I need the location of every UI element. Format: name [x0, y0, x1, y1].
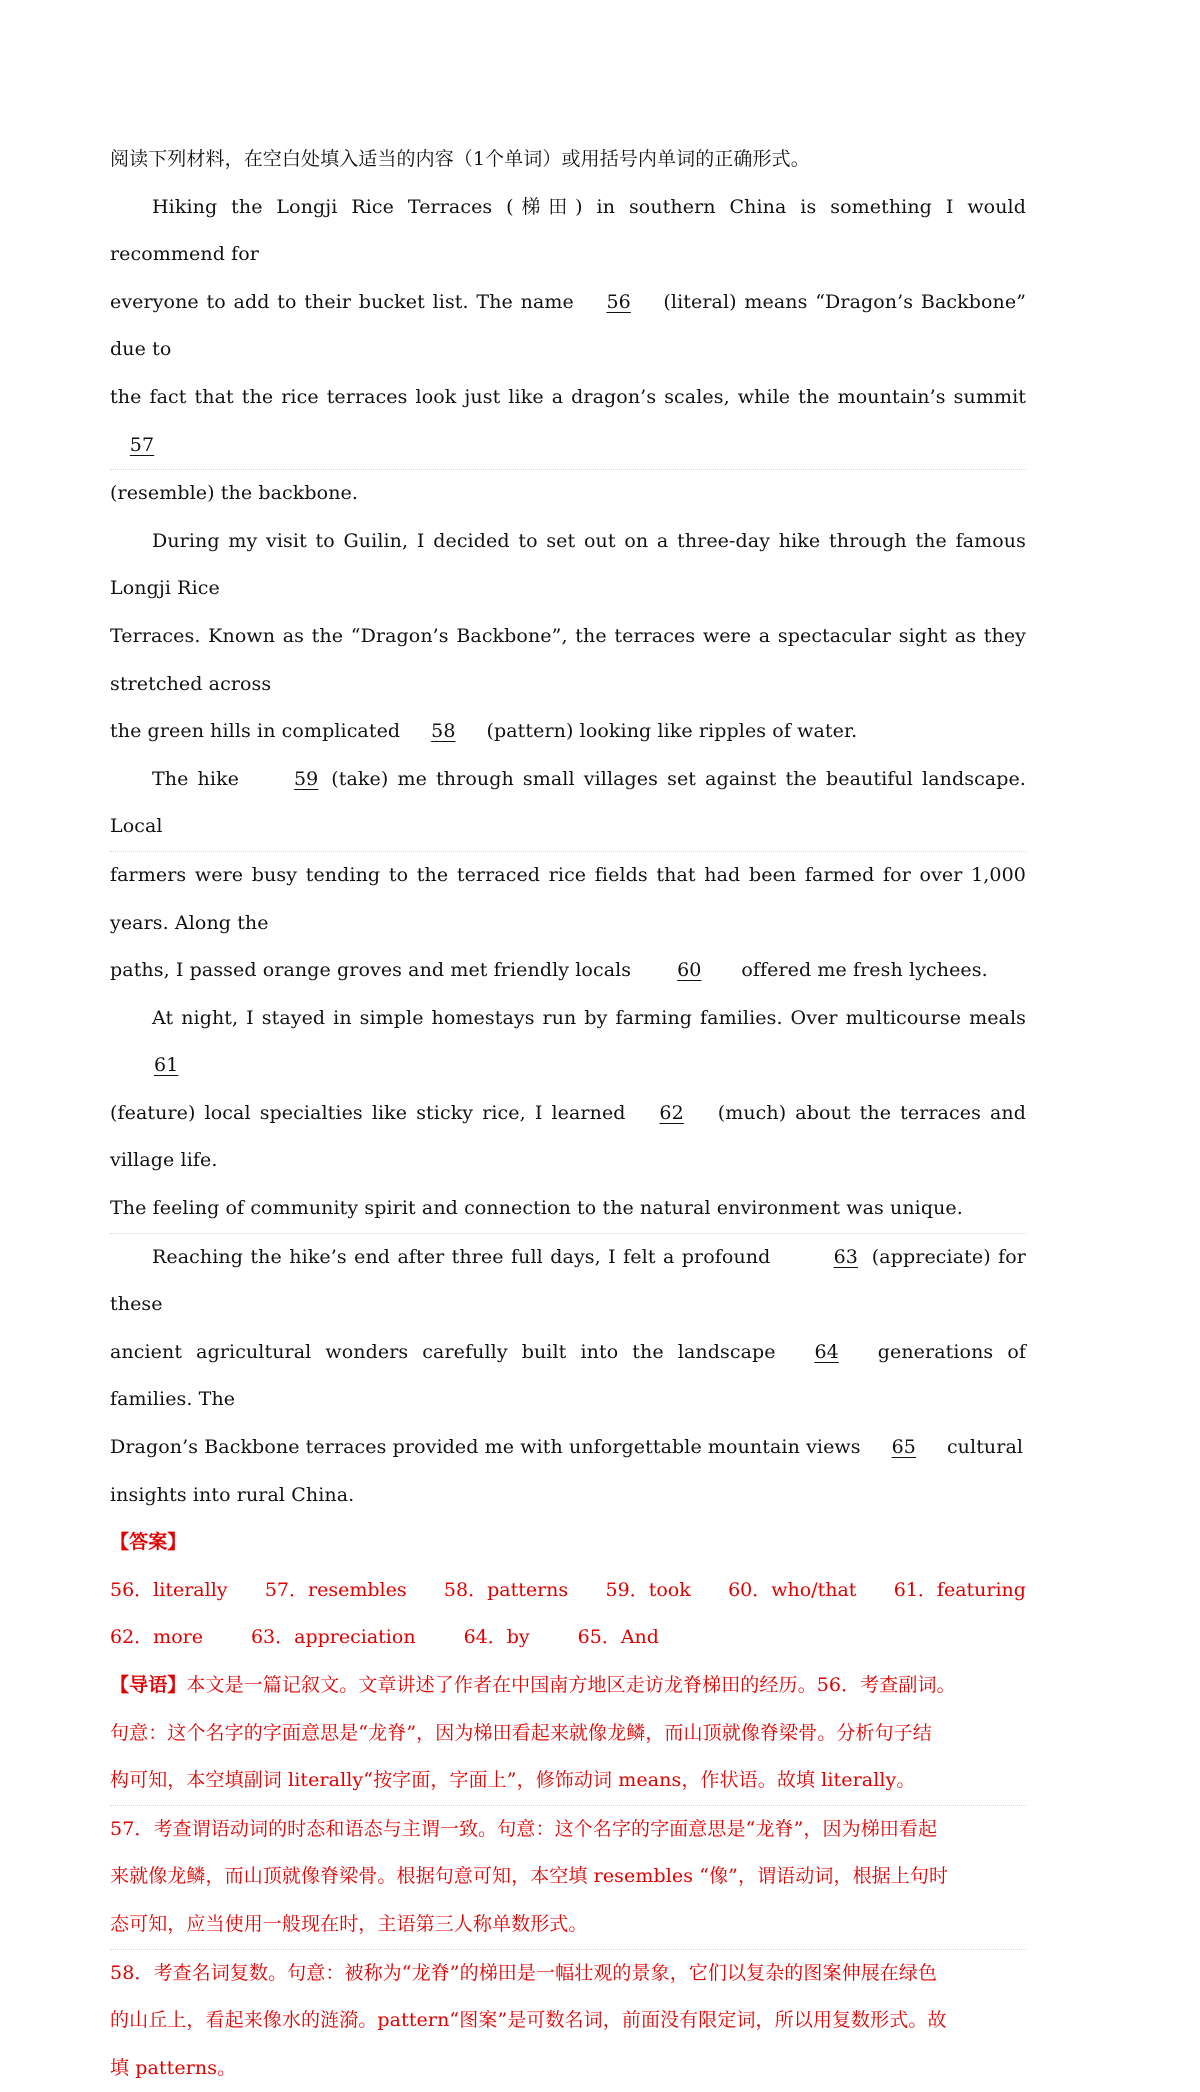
passage-line: [110, 1424, 1026, 1472]
blank-64[interactable]: 64: [814, 1340, 839, 1363]
explanation-line: 的山丘上，看起来像水的涟漪。pattern“图案”是可数名词，前面没有限定词，所以用复数形式。故: [110, 2009, 947, 2032]
passage-line: [110, 947, 1026, 995]
passage-text: (resemble) the backbone.: [110, 482, 359, 505]
passage-text: paths, I passed orange groves and met friendly locals: [110, 959, 632, 982]
passage-text: the green hills in complicated: [110, 720, 401, 743]
passage-text: offered me fresh lychees.: [741, 959, 988, 982]
answer-item: 57．resembles: [264, 1578, 407, 1601]
passage-line: [110, 374, 1026, 470]
explanation-line: 填 patterns。: [110, 2056, 237, 2079]
passage-text: Terraces. Known as the “Dragon’s Backbone”, the terraces were a spectacular sight as they stretched across: [110, 624, 1026, 695]
answer-item: 59．took: [605, 1578, 691, 1601]
passage-text: (take) me through small villages set against the beautiful landscape. Local: [110, 767, 1026, 838]
answer-heading: 【答案】: [110, 1531, 187, 1554]
passage-text: The feeling of community spirit and connection to the natural environment was unique.: [110, 1197, 963, 1220]
passage-line: [110, 852, 1026, 947]
blank-59[interactable]: 59: [293, 767, 319, 790]
blank-61[interactable]: 61: [154, 1054, 179, 1077]
passage-text: At night, I stayed in simple homestays run by farming families. Over multicourse meals: [152, 1006, 1026, 1029]
explanation-line: 构可知，本空填副词 literally“按字面，字面上”，修饰动词 means，作状语。故填 literally。: [110, 1757, 1026, 1806]
passage-line: [110, 518, 1026, 613]
blank-60[interactable]: 60: [677, 959, 702, 982]
passage-text: farmers were busy tending to the terraced rice fields that had been farmed for over 1,000 years. Along the: [110, 863, 1026, 934]
passage-line: [110, 756, 1026, 852]
passage-text: Reaching the hike’s end after three full days, I felt a profound: [152, 1245, 771, 1268]
passage-line: [110, 995, 1026, 1090]
answer-item: 60．who/that: [728, 1578, 857, 1601]
passage-text: (appreciate) for these: [110, 1245, 1026, 1316]
blank-65[interactable]: 65: [891, 1436, 916, 1459]
passage-text: Hiking the Longji Rice Terraces (梯田) in southern China is something I would recommend for: [110, 195, 1026, 266]
passage-line: [110, 1185, 1026, 1234]
passage-text: (pattern) looking like ripples of water.: [486, 720, 858, 743]
answer-item: 58．patterns: [443, 1578, 569, 1601]
instruction-text: 阅读下列材料，在空白处填入适当的内容（1个单词）或用括号内单词的正确形式。: [110, 148, 810, 170]
passage-line: [110, 708, 1026, 756]
explanation-line: [110, 1662, 1026, 1710]
answers-row-1: [110, 1567, 1026, 1615]
document-page: [110, 136, 1026, 2092]
answer-item: 62．more: [110, 1626, 203, 1649]
passage-line: [110, 279, 1026, 374]
passage-text: The hike: [152, 767, 240, 790]
blank-57[interactable]: 57: [129, 433, 155, 456]
guide-tag: 【导语】: [110, 1674, 187, 1696]
explanation-text: 本文是一篇记叙文。文章讲述了作者在中国南方地区走访龙脊梯田的经历。56．考查副词。: [186, 1674, 956, 1696]
passage-text: (much) about the terraces and village life.: [110, 1101, 1027, 1172]
blank-58[interactable]: 58: [431, 720, 456, 743]
explanation-line: 态可知，应当使用一般现在时，主语第三人称单数形式。: [110, 1901, 1026, 1950]
answer-item: 56．literally: [110, 1578, 228, 1601]
passage-line: [110, 1090, 1026, 1185]
passage-text: cultural: [946, 1436, 1024, 1459]
passage-text: During my visit to Guilin, I decided to set out on a three-day hike through the famous Longji Rice: [110, 529, 1026, 600]
blank-63[interactable]: 63: [833, 1245, 858, 1268]
passage-line: [110, 613, 1026, 708]
answer-item: 61．featuring: [893, 1578, 1026, 1601]
explanation-line: 58．考查名词复数。句意：被称为“龙脊”的梯田是一幅壮观的景象，它们以复杂的图案伸展在绿色: [110, 1961, 938, 1984]
blank-62[interactable]: 62: [659, 1101, 684, 1124]
passage-text: ancient agricultural wonders carefully built into the landscape: [110, 1340, 776, 1363]
passage-text: everyone to add to their bucket list. The name: [110, 290, 574, 313]
passage-text: generations of families. The: [110, 1340, 1026, 1411]
passage-text: the fact that the rice terraces look just like a dragon’s scales, while the mountain’s summit: [110, 385, 1026, 408]
passage-line: [110, 1234, 1026, 1329]
explanation-line: 句意：这个名字的字面意思是“龙脊”，因为梯田看起来就像龙鳞，而山顶就像脊梁骨。分析句子结: [110, 1721, 932, 1744]
passage-text: Dragon’s Backbone terraces provided me with unforgettable mountain views: [110, 1436, 861, 1459]
answer-item: 65．And: [577, 1626, 659, 1649]
explanation-line: 来就像龙鳞，而山顶就像脊梁骨。根据句意可知，本空填 resembles “像”，谓语动词，根据上句时: [110, 1865, 949, 1888]
answers-row-2: [110, 1614, 1026, 1662]
explanation-line: 57．考查谓语动词的时态和语态与主谓一致。句意：这个名字的字面意思是“龙脊”，因为梯田看起: [110, 1817, 938, 1840]
answer-item: 64．by: [463, 1626, 530, 1649]
passage-line: [110, 470, 1026, 518]
passage-text: (literal) means “Dragon’s Backbone” due to: [110, 290, 1027, 361]
passage-text: (feature) local specialties like sticky rice, I learned: [110, 1101, 626, 1124]
answer-item: 63．appreciation: [250, 1626, 416, 1649]
blank-56[interactable]: 56: [606, 290, 631, 313]
passage-text: insights into rural China.: [110, 1483, 355, 1506]
passage-line: [110, 1329, 1026, 1424]
passage-line: [110, 1472, 1026, 1520]
passage-line: [110, 184, 1026, 279]
